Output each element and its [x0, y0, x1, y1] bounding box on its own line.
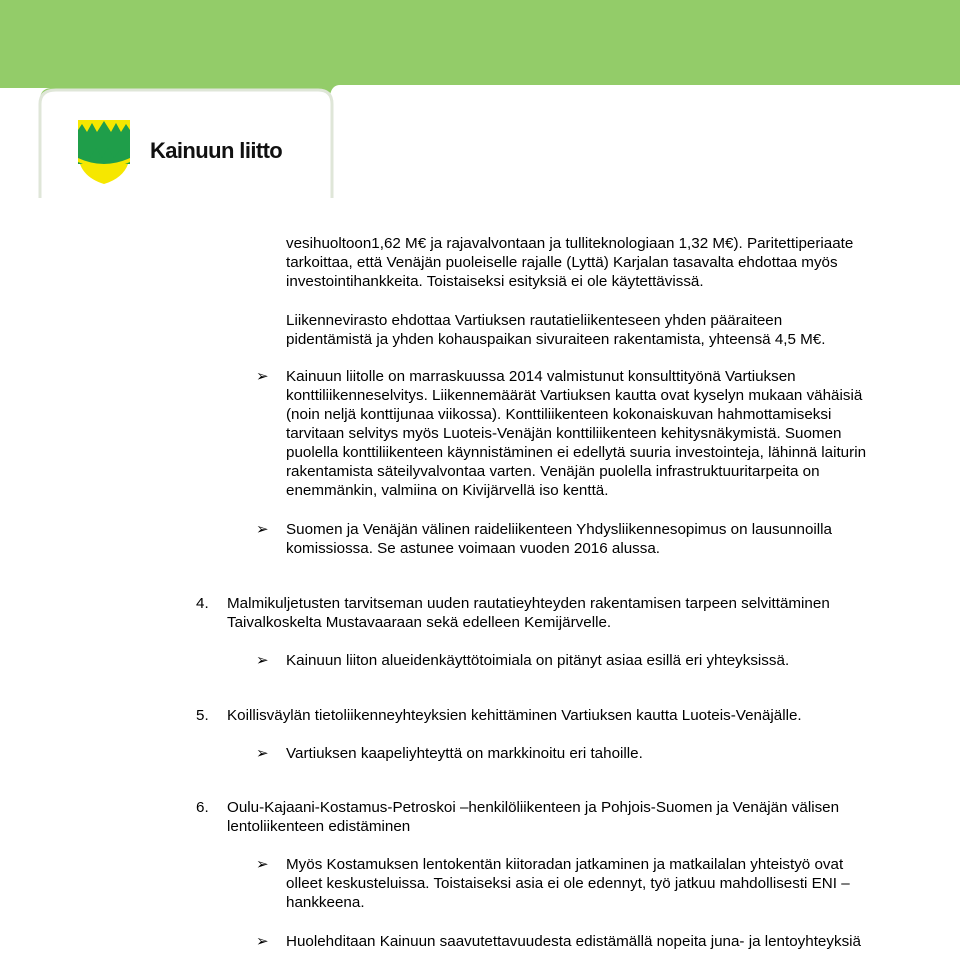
brand-name: Kainuun liitto [150, 138, 283, 163]
bullet1-line-4: tarvitaan selvitys myös Luoteis-Venäjän konttiliikenteen kehitysnäkymistä. Suomen [286, 425, 842, 442]
intro-line-1: vesihuoltoon1,62 M€ ja rajavalvontaan ja tulliteknologiaan 1,32 M€). Paritettiperiaate [286, 235, 854, 252]
bullet2-line-2: komissiossa. Se astunee voimaan vuoden 2016 alussa. [286, 540, 661, 557]
section-4-bullet: Kainuun liiton alueidenkäyttötoimiala on pitänyt asiaa esillä eri yhteyksissä. [286, 652, 790, 669]
section-6-line-1: Oulu-Kajaani-Kostamus-Petroskoi –henkilöliikenteen ja Pohjois-Suomen ja Venäjän välisen [227, 799, 840, 816]
bullet-arrow-icon: ➢ [256, 368, 269, 385]
bullet1-line-7: enemmänkin, valmiina on Kivijärvellä iso kenttä. [286, 482, 609, 499]
bullet1-line-1: Kainuun liitolle on marraskuussa 2014 valmistunut konsulttityönä Vartiuksen [286, 368, 796, 385]
bullet-arrow-icon: ➢ [256, 652, 269, 669]
section-6-number: 6. [196, 799, 209, 816]
section-4-number: 4. [196, 595, 209, 612]
bullet-arrow-icon: ➢ [256, 521, 269, 538]
section-6-bullet1-line-1: Myös Kostamuksen lentokentän kiitoradan jatkaminen ja matkailalan yhteistyö ovat [286, 856, 844, 873]
section-6-bullet1-line-3: hankkeena. [286, 894, 365, 911]
intro-line-2: tarkoittaa, että Venäjän puoleiselle rajalle (Lyttä) Karjalan tasavalta ehdottaa myös [286, 254, 838, 271]
bullet1-line-2: konttiliikenneselvitys. Liikennemäärät Vartiuksen kautta ovat kyselyn mukaan vähäisiä [286, 387, 863, 404]
section-6-line-2: lentoliikenteen edistäminen [227, 818, 411, 835]
bullet2-line-1: Suomen ja Venäjän välinen raideliikenteen Yhdysliikennesopimus on lausunnoilla [286, 521, 832, 538]
bullet-arrow-icon: ➢ [256, 856, 269, 873]
intro-line-3: investointihankkeita. Toistaiseksi esityksiä ei ole käytettävissä. [286, 273, 704, 290]
section-5-number: 5. [196, 707, 209, 724]
section-5-bullet: Vartiuksen kaapeliyhteyttä on markkinoitu eri tahoille. [286, 745, 643, 762]
section-6-bullet1-line-2: olleet keskusteluissa. Toistaiseksi asia ei ole edennyt, työ jatkuu mahdollisesti ENI – [286, 875, 850, 892]
section-4-line-2: Taivalkoskelta Mustavaaraan sekä edelleen Kemijärvelle. [227, 614, 612, 631]
para2-line-1: Liikennevirasto ehdottaa Vartiuksen rautatieliikenteseen yhden pääraiteen [286, 312, 783, 329]
section-4-line-1: Malmikuljetusten tarvitseman uuden rautatieyhteyden rakentamisen tarpeen selvittäminen [227, 595, 830, 612]
bullet1-line-3: (noin neljä konttijunaa viikossa). Konttiliikenteen kokonaiskuvan hahmottamiseksi [286, 406, 832, 423]
bullet1-line-6: rakentamista säteilyvalvontaa varten. Venäjän puolella infrastruktuuritarpeita on [286, 463, 820, 480]
section-5-line: Koillisväylän tietoliikenneyhteyksien kehittäminen Vartiuksen kautta Luoteis-Venäjälle. [227, 707, 802, 724]
para2-line-2: pidentämistä ja yhden kohauspaikan sivuraiteen rakentamista, yhteensä 4,5 M€. [286, 331, 826, 348]
bullet-arrow-icon: ➢ [256, 933, 269, 950]
section-6-bullet2: Huolehditaan Kainuun saavutettavuudesta edistämällä nopeita juna- ja lentoyhteyksiä [286, 933, 861, 950]
bullet1-line-5: puolella konttiliikenteen käynnistäminen ei edellytä suuria investointeja, lähinnä laiturin [286, 444, 867, 461]
bullet-arrow-icon: ➢ [256, 745, 269, 762]
